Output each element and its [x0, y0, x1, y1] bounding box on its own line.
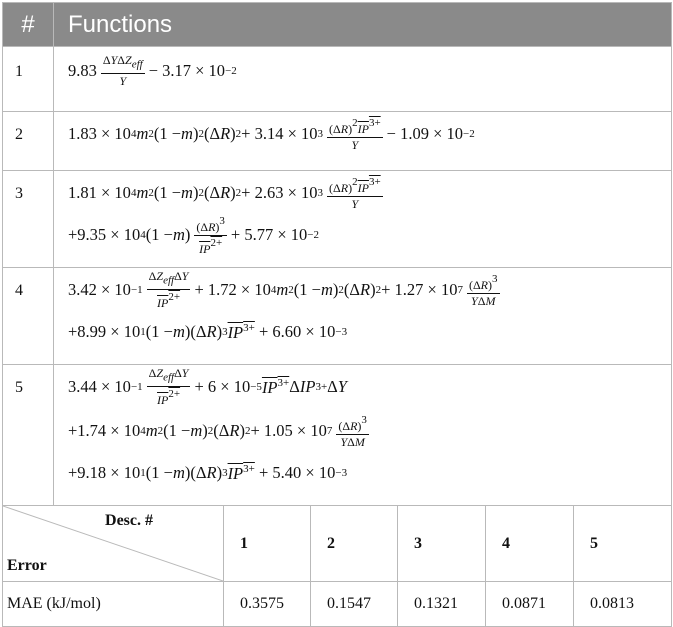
formula-5: 3.44 × 10 −1 $\frac{\Delta Z_{eff}\Delta Y}{IP^{2+}}$ + 6 × 10 −5 $IP^{3+}$ Δ IP 3+ Δ Y +1.74 × 10 4 m 2 (1 − m ) 2 (Δ R ) 2 + 1.05 × 10 7 $\frac{(\Delta R)^3}{\overline{Y}\Delta M}$ +9.18 × 10 1 (1 − m )(Δ R ) 3 $IP^{3+}$ + 5.40 × 10 −3: [54, 365, 672, 506]
row-index: 1: [3, 47, 54, 112]
diagonal-header-cell: [3, 506, 224, 582]
formula-3: 1.81 × 10 4 m 2 (1 − m ) 2 (Δ R ) 2 + 2.63 × 10 3 $\frac{(\Delta R)^2IP^{3+}}{Y}$ +9.35 × 10 4 (1 − m ) $\frac{(\Delta R)^3}{IP^{2+}}$ + 5.77 × 10 −2: [54, 171, 672, 268]
functions-column-header: Functions: [54, 3, 672, 47]
desc-column-5: 5: [574, 506, 672, 582]
index-column-header: #: [3, 3, 54, 47]
desc-label: Desc. #: [105, 512, 153, 529]
mae-value-2: 0.1547: [311, 582, 398, 627]
error-label: Error: [7, 557, 47, 574]
desc-column-4: 4: [486, 506, 574, 582]
formula-2: 1.83 × 10 4 m 2 (1 − m ) 2 (Δ R ) 2 + 3.14 × 10 3 $\frac{(\Delta R)^2IP^{3+}}{Y}$ − 1.09 × 10 −2: [54, 112, 672, 171]
mae-label: MAE (kJ/mol): [3, 582, 224, 627]
row-index: 5: [3, 365, 54, 506]
mae-value-3: 0.1321: [398, 582, 486, 627]
row-index: 3: [3, 171, 54, 268]
desc-column-2: 2: [311, 506, 398, 582]
desc-column-3: 3: [398, 506, 486, 582]
row-index: 4: [3, 268, 54, 365]
row-index: 2: [3, 112, 54, 171]
mae-value-4: 0.0871: [486, 582, 574, 627]
desc-column-1: 1: [224, 506, 311, 582]
formula-4: 3.42 × 10 −1 $\frac{\Delta Z_{eff}\Delta Y}{IP^{2+}}$ + 1.72 × 10 4 m 2 (1 − m ) 2 (Δ R ) 2 + 1.27 × 10 7 $\frac{(\Delta R)^3}{\overline{Y}\Delta M}$ +8.99 × 10 1 (1 − m )(Δ R ) 3 $IP^{3+}$ + 6.60 × 10 −3: [54, 268, 672, 365]
mae-value-1: 0.3575: [224, 582, 311, 627]
mae-value-5: 0.0813: [574, 582, 672, 627]
formula-1: 9.83 $\frac{\Delta Y\Delta Z_{eff}}{Y}$ − 3.17 × 10 −2: [54, 47, 672, 112]
